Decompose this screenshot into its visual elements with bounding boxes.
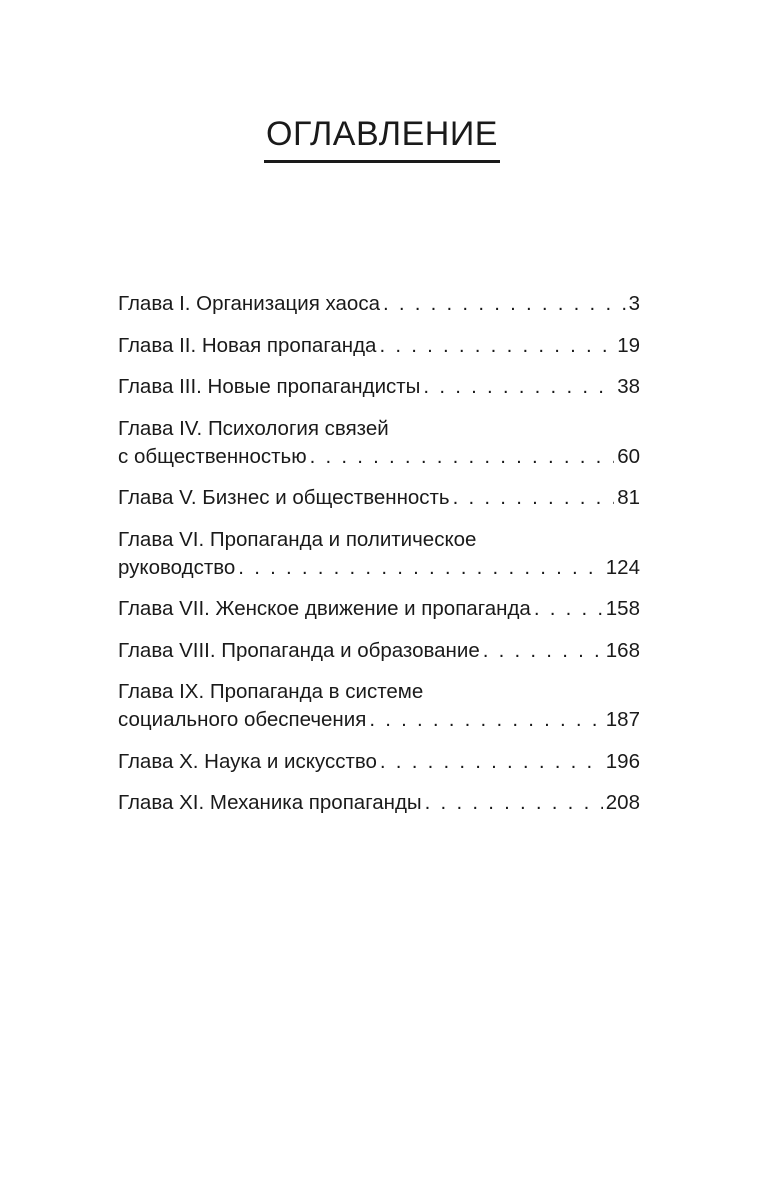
toc-entry xyxy=(118,290,640,318)
toc-entry xyxy=(118,678,640,734)
toc-entry xyxy=(118,526,640,582)
toc-entry-title: с общественностью xyxy=(118,444,307,468)
toc-page-number: 208 xyxy=(605,791,640,814)
toc-entry-line xyxy=(118,554,640,582)
toc-entry-title: руководство xyxy=(118,555,236,579)
table-of-contents xyxy=(118,290,640,831)
toc-entry-title: Глава VII. Женское движение и пропаганда xyxy=(118,597,531,620)
toc-entry-title: Глава I. Организация хаоса xyxy=(118,292,380,315)
toc-page-number: 19 xyxy=(617,333,640,357)
toc-entry-title: Глава XI. Механика пропаганды xyxy=(118,791,422,814)
page-title xyxy=(0,112,764,163)
toc-page-number: 196 xyxy=(605,749,640,773)
dot-leader xyxy=(310,443,615,471)
dot-leader xyxy=(453,484,615,512)
toc-entry xyxy=(118,748,640,776)
toc-page-number: 187 xyxy=(605,708,640,731)
dot-leader xyxy=(423,373,614,401)
toc-page-number: 158 xyxy=(605,597,640,620)
toc-entry xyxy=(118,484,640,512)
toc-entry-line xyxy=(118,484,640,512)
toc-entry-title-first-line: Глава IV. Психология связей xyxy=(118,416,389,440)
toc-entry-title-first-line: Глава IX. Пропаганда в системе xyxy=(118,680,424,703)
toc-entry-line xyxy=(118,332,640,360)
dot-leader xyxy=(379,332,614,360)
dot-leader xyxy=(380,748,603,776)
toc-entry-title-first-line: Глава VI. Пропаганда и политическое xyxy=(118,527,477,551)
dot-leader xyxy=(383,290,626,318)
toc-page-number: 168 xyxy=(605,638,640,662)
toc-entry xyxy=(118,415,640,471)
dot-leader xyxy=(369,706,602,734)
toc-page-number: 60 xyxy=(617,444,640,468)
toc-entry xyxy=(118,637,640,665)
toc-entry-title: Глава VIII. Пропаганда и образование xyxy=(118,638,480,662)
toc-entry xyxy=(118,789,640,817)
toc-entry-title: Глава III. Новые пропагандисты xyxy=(118,375,421,398)
page-title-text: ОГЛАВЛЕНИЕ xyxy=(264,112,500,163)
toc-entry-line xyxy=(118,443,640,471)
toc-entry-title: Глава II. Новая пропаганда xyxy=(118,333,377,357)
toc-entry-title: Глава V. Бизнес и общественность xyxy=(118,486,450,509)
toc-page-number: 81 xyxy=(617,486,640,509)
dot-leader xyxy=(238,554,602,582)
dot-leader xyxy=(534,595,603,623)
toc-page-number: 3 xyxy=(628,292,640,315)
toc-entry-line xyxy=(118,637,640,665)
toc-entry xyxy=(118,332,640,360)
toc-entry-line xyxy=(118,789,640,817)
toc-page-number: 124 xyxy=(605,555,640,579)
toc-entry-line xyxy=(118,290,640,318)
toc-entry-title: Глава X. Наука и искусство xyxy=(118,749,377,773)
toc-entry-line xyxy=(118,748,640,776)
dot-leader xyxy=(483,637,603,665)
toc-entry-line xyxy=(118,595,640,623)
toc-entry xyxy=(118,373,640,401)
dot-leader xyxy=(425,789,603,817)
toc-entry-line xyxy=(118,373,640,401)
toc-entry-title: социального обеспечения xyxy=(118,708,367,731)
toc-entry xyxy=(118,595,640,623)
toc-page-number: 38 xyxy=(617,375,640,398)
toc-entry-line xyxy=(118,706,640,734)
